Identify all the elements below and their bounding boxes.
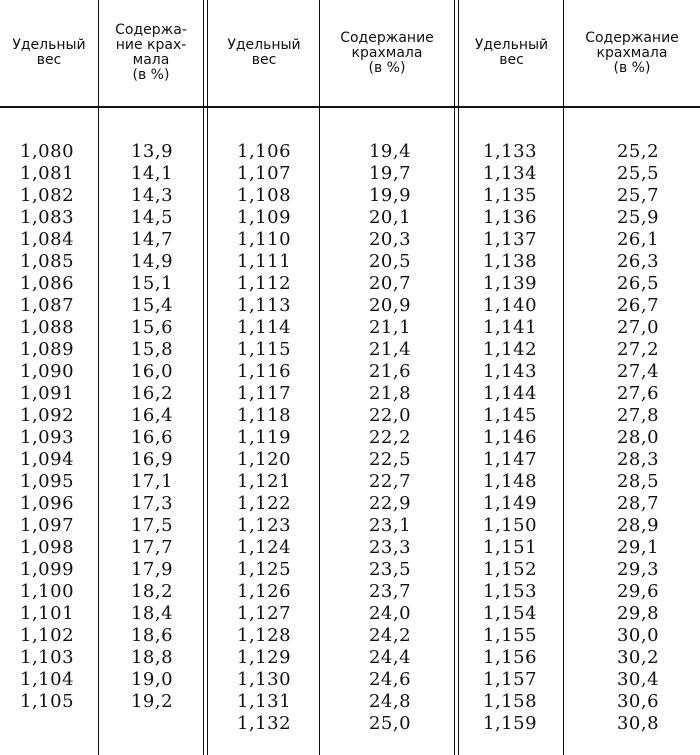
specific-gravity-cell: 1,119 [237, 427, 292, 448]
group-divider [203, 0, 204, 755]
starch-cell: 22,5 [368, 449, 412, 470]
specific-gravity-cell: 1,147 [483, 449, 538, 470]
starch-cell: 16,2 [130, 383, 174, 404]
starch-cell: 24,0 [368, 603, 412, 624]
starch-cell: 22,7 [368, 471, 412, 492]
starch-cell: 17,9 [130, 559, 174, 580]
specific-gravity-cell: 1,141 [483, 317, 538, 338]
starch-cell: 29,8 [616, 603, 660, 624]
starch-cell: 26,5 [616, 273, 660, 294]
specific-gravity-cell: 1,097 [20, 515, 75, 536]
specific-gravity-cell: 1,150 [483, 515, 538, 536]
specific-gravity-cell: 1,146 [483, 427, 538, 448]
starch-cell: 14,1 [130, 163, 174, 184]
specific-gravity-cell: 1,136 [483, 207, 538, 228]
specific-gravity-cell: 1,084 [20, 229, 75, 250]
starch-cell: 30,2 [616, 647, 660, 668]
header-starch-2: Содержание крахмала (в %) [340, 29, 434, 76]
specific-gravity-cell: 1,133 [483, 141, 538, 162]
specific-gravity-cell: 1,159 [483, 713, 538, 734]
specific-gravity-cell: 1,139 [483, 273, 538, 294]
specific-gravity-cell: 1,138 [483, 251, 538, 272]
specific-gravity-cell: 1,088 [20, 317, 75, 338]
starch-cell: 17,7 [130, 537, 174, 558]
starch-cell: 21,8 [368, 383, 412, 404]
starch-cell: 27,8 [616, 405, 660, 426]
starch-cell: 23,3 [368, 537, 412, 558]
header-specific-gravity-1: Удельный вес [12, 37, 86, 68]
starch-cell: 23,1 [368, 515, 412, 536]
specific-gravity-column-2 [237, 141, 317, 735]
starch-cell: 20,9 [368, 295, 412, 316]
specific-gravity-column-3 [483, 141, 563, 735]
specific-gravity-cell: 1,113 [237, 295, 292, 316]
starch-cell: 22,0 [368, 405, 412, 426]
starch-cell: 15,4 [130, 295, 174, 316]
starch-cell: 19,9 [368, 185, 412, 206]
specific-gravity-cell: 1,123 [237, 515, 292, 536]
specific-gravity-cell: 1,152 [483, 559, 538, 580]
specific-gravity-cell: 1,134 [483, 163, 538, 184]
header-specific-gravity-3: Удельный вес [474, 37, 549, 68]
header-specific-gravity-2: Удельный вес [227, 37, 301, 68]
specific-gravity-cell: 1,087 [20, 295, 75, 316]
specific-gravity-cell: 1,098 [20, 537, 75, 558]
starch-cell: 28,0 [616, 427, 660, 448]
specific-gravity-cell: 1,081 [20, 163, 75, 184]
starch-cell: 29,1 [616, 537, 660, 558]
specific-gravity-cell: 1,118 [237, 405, 292, 426]
starch-cell: 16,9 [130, 449, 174, 470]
starch-cell: 19,4 [368, 141, 412, 162]
starch-cell: 25,0 [368, 713, 412, 734]
specific-gravity-cell: 1,083 [20, 207, 75, 228]
starch-cell: 24,4 [368, 647, 412, 668]
header-starch-1: Содержа- ние крах- мала (в %) [115, 22, 187, 83]
specific-gravity-cell: 1,112 [237, 273, 292, 294]
starch-cell: 25,5 [616, 163, 660, 184]
specific-gravity-cell: 1,116 [237, 361, 292, 382]
specific-gravity-cell: 1,142 [483, 339, 538, 360]
specific-gravity-cell: 1,109 [237, 207, 292, 228]
starch-cell: 26,7 [616, 295, 660, 316]
specific-gravity-cell: 1,115 [237, 339, 292, 360]
specific-gravity-cell: 1,137 [483, 229, 538, 250]
starch-cell: 28,3 [616, 449, 660, 470]
specific-gravity-cell: 1,125 [237, 559, 292, 580]
specific-gravity-cell: 1,156 [483, 647, 538, 668]
specific-gravity-cell: 1,158 [483, 691, 538, 712]
starch-cell: 18,6 [130, 625, 174, 646]
starch-column-1 [112, 141, 192, 713]
starch-cell: 24,6 [368, 669, 412, 690]
starch-cell: 20,3 [368, 229, 412, 250]
starch-cell: 16,0 [130, 361, 174, 382]
specific-gravity-cell: 1,096 [20, 493, 75, 514]
specific-gravity-cell: 1,080 [20, 141, 75, 162]
starch-cell: 30,4 [616, 669, 660, 690]
starch-cell: 28,5 [616, 471, 660, 492]
starch-cell: 23,5 [368, 559, 412, 580]
starch-cell: 14,5 [130, 207, 174, 228]
starch-cell: 23,7 [368, 581, 412, 602]
starch-cell: 18,4 [130, 603, 174, 624]
starch-cell: 22,2 [368, 427, 412, 448]
group-divider [454, 0, 455, 755]
starch-cell: 15,8 [130, 339, 174, 360]
specific-gravity-cell: 1,117 [237, 383, 292, 404]
starch-column-3 [598, 141, 678, 735]
starch-cell: 24,2 [368, 625, 412, 646]
starch-cell: 27,4 [616, 361, 660, 382]
starch-cell: 25,9 [616, 207, 660, 228]
starch-cell: 15,6 [130, 317, 174, 338]
specific-gravity-cell: 1,099 [20, 559, 75, 580]
column-divider [563, 0, 564, 755]
starch-cell: 17,1 [130, 471, 174, 492]
starch-cell: 20,1 [368, 207, 412, 228]
starch-cell: 21,1 [368, 317, 412, 338]
specific-gravity-cell: 1,154 [483, 603, 538, 624]
specific-gravity-cell: 1,155 [483, 625, 538, 646]
specific-gravity-cell: 1,124 [237, 537, 292, 558]
starch-cell: 30,6 [616, 691, 660, 712]
starch-cell: 28,7 [616, 493, 660, 514]
specific-gravity-cell: 1,128 [237, 625, 292, 646]
starch-cell: 19,2 [130, 691, 174, 712]
specific-gravity-cell: 1,135 [483, 185, 538, 206]
specific-gravity-cell: 1,148 [483, 471, 538, 492]
starch-cell: 28,9 [616, 515, 660, 536]
specific-gravity-cell: 1,153 [483, 581, 538, 602]
starch-cell: 30,8 [616, 713, 660, 734]
specific-gravity-cell: 1,101 [20, 603, 75, 624]
specific-gravity-cell: 1,086 [20, 273, 75, 294]
starch-cell: 15,1 [130, 273, 174, 294]
starch-cell: 26,3 [616, 251, 660, 272]
header-divider [0, 106, 700, 108]
starch-cell: 24,8 [368, 691, 412, 712]
specific-gravity-cell: 1,105 [20, 691, 75, 712]
specific-gravity-cell: 1,110 [237, 229, 292, 250]
starch-cell: 25,7 [616, 185, 660, 206]
starch-cell: 30,0 [616, 625, 660, 646]
specific-gravity-cell: 1,129 [237, 647, 292, 668]
specific-gravity-cell: 1,100 [20, 581, 75, 602]
specific-gravity-cell: 1,104 [20, 669, 75, 690]
starch-cell: 14,7 [130, 229, 174, 250]
column-divider [98, 0, 99, 755]
specific-gravity-cell: 1,143 [483, 361, 538, 382]
starch-cell: 26,1 [616, 229, 660, 250]
specific-gravity-cell: 1,093 [20, 427, 75, 448]
specific-gravity-cell: 1,131 [237, 691, 292, 712]
starch-cell: 20,5 [368, 251, 412, 272]
starch-column-2 [350, 141, 430, 735]
specific-gravity-column-1 [20, 141, 98, 713]
specific-gravity-cell: 1,120 [237, 449, 292, 470]
specific-gravity-cell: 1,126 [237, 581, 292, 602]
column-divider [319, 0, 320, 755]
specific-gravity-cell: 1,089 [20, 339, 75, 360]
specific-gravity-cell: 1,114 [237, 317, 292, 338]
specific-gravity-cell: 1,149 [483, 493, 538, 514]
specific-gravity-cell: 1,085 [20, 251, 75, 272]
specific-gravity-cell: 1,151 [483, 537, 538, 558]
starch-cell: 14,3 [130, 185, 174, 206]
specific-gravity-cell: 1,121 [237, 471, 292, 492]
specific-gravity-cell: 1,091 [20, 383, 75, 404]
starch-cell: 27,6 [616, 383, 660, 404]
specific-gravity-cell: 1,157 [483, 669, 538, 690]
specific-gravity-cell: 1,107 [237, 163, 292, 184]
specific-gravity-cell: 1,144 [483, 383, 538, 404]
specific-gravity-cell: 1,145 [483, 405, 538, 426]
specific-gravity-cell: 1,090 [20, 361, 75, 382]
starch-cell: 13,9 [130, 141, 174, 162]
starch-cell: 19,0 [130, 669, 174, 690]
specific-gravity-cell: 1,102 [20, 625, 75, 646]
specific-gravity-cell: 1,092 [20, 405, 75, 426]
specific-gravity-cell: 1,103 [20, 647, 75, 668]
specific-gravity-cell: 1,122 [237, 493, 292, 514]
starch-cell: 21,6 [368, 361, 412, 382]
starch-cell: 27,2 [616, 339, 660, 360]
header-starch-3: Содержание крахмала (в %) [585, 29, 679, 76]
starch-cell: 29,3 [616, 559, 660, 580]
specific-gravity-cell: 1,127 [237, 603, 292, 624]
specific-gravity-cell: 1,140 [483, 295, 538, 316]
specific-gravity-cell: 1,108 [237, 185, 292, 206]
starch-cell: 18,2 [130, 581, 174, 602]
specific-gravity-cell: 1,082 [20, 185, 75, 206]
starch-cell: 20,7 [368, 273, 412, 294]
starch-cell: 16,6 [130, 427, 174, 448]
starch-cell: 25,2 [616, 141, 660, 162]
specific-gravity-cell: 1,111 [237, 251, 292, 272]
starch-cell: 16,4 [130, 405, 174, 426]
specific-gravity-cell: 1,130 [237, 669, 292, 690]
starch-cell: 21,4 [368, 339, 412, 360]
specific-gravity-cell: 1,132 [237, 713, 292, 734]
starch-cell: 14,9 [130, 251, 174, 272]
specific-gravity-cell: 1,095 [20, 471, 75, 492]
specific-gravity-cell: 1,094 [20, 449, 75, 470]
starch-cell: 22,9 [368, 493, 412, 514]
starch-cell: 18,8 [130, 647, 174, 668]
starch-cell: 17,5 [130, 515, 174, 536]
starch-cell: 27,0 [616, 317, 660, 338]
specific-gravity-cell: 1,106 [237, 141, 292, 162]
starch-cell: 19,7 [368, 163, 412, 184]
starch-cell: 17,3 [130, 493, 174, 514]
starch-cell: 29,6 [616, 581, 660, 602]
